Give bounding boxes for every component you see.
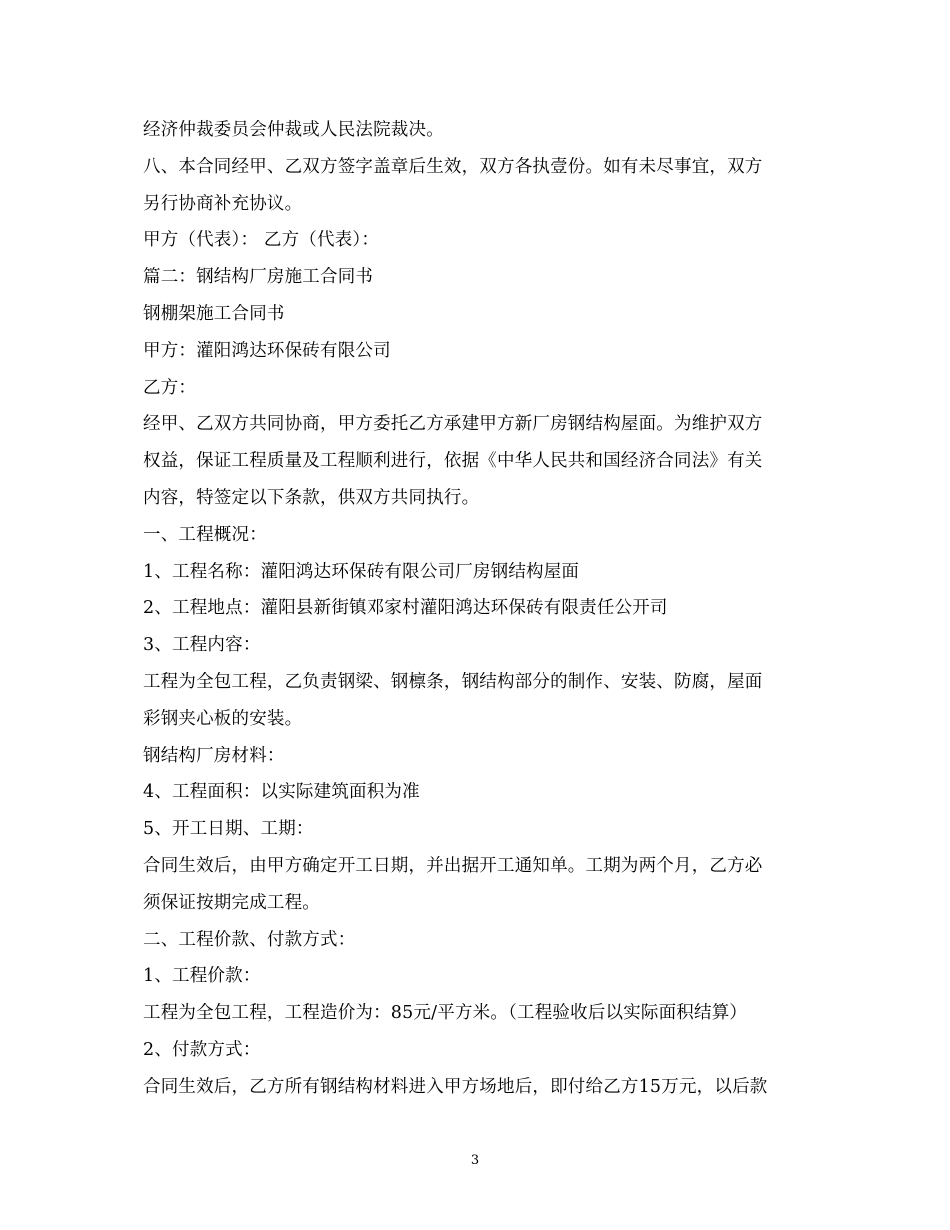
text-line: 权益，保证工程质量及工程顺利进行，依据《中华人民共和国经济合同法》有关 [143, 451, 763, 472]
party-b: 乙方： [143, 377, 197, 398]
text-line: 合同生效后，乙方所有钢结构材料进入甲方场地后，即付给乙方15万元，以后款 [143, 1076, 768, 1097]
text-line: 工程为全包工程，乙负责钢梁、钢檩条，钢结构部分的制作、安装、防腐，屋面 [143, 671, 763, 692]
text-line: 钢结构厂房材料： [143, 745, 285, 766]
document-body [143, 112, 807, 1106]
text-line: 工程为全包工程，工程造价为：85元/平方米。（工程验收后以实际面积结算） [143, 1003, 748, 1024]
text-line: 4、工程面积：以实际建筑面积为准 [143, 782, 420, 803]
party-a: 甲方：灌阳鸿达环保砖有限公司 [143, 340, 391, 361]
text-line: 内容，特签定以下条款，供双方共同执行。 [143, 487, 480, 508]
text-line: 合同生效后，由甲方确定开工日期，并出据开工通知单。工期为两个月，乙方必 [143, 855, 763, 876]
section-heading: 二、工程价款、付款方式： [143, 929, 356, 950]
text-line: 经济仲裁委员会仲裁或人民法院裁决。 [143, 120, 444, 140]
text-line: 5、开工日期、工期： [143, 819, 314, 840]
text-line: 彩钢夹心板的安装。 [143, 708, 303, 729]
text-line: 3、工程内容： [143, 635, 261, 656]
section-heading: 篇二：钢结构厂房施工合同书 [143, 267, 374, 288]
text-line: 2、付款方式： [143, 1039, 261, 1060]
text-line: 八、本合同经甲、乙双方签字盖章后生效，双方各执壹份。如有未尽事宜，双方 [143, 156, 763, 177]
text-line: 2、工程地点：灌阳县新街镇邓家村灌阳鸿达环保砖有限责任公开司 [143, 598, 668, 619]
text-line: 1、工程名称：灌阳鸿达环保砖有限公司厂房钢结构屋面 [143, 561, 580, 582]
page-number: 3 [470, 1153, 480, 1168]
text-line: 1、工程价款： [143, 966, 261, 987]
text-line: 须保证按期完成工程。 [143, 892, 320, 913]
text-line: 经甲、乙双方共同协商，甲方委托乙方承建甲方新厂房钢结构屋面。为维护双方 [143, 414, 763, 435]
text-line: 另行协商补充协议。 [143, 193, 303, 214]
section-heading: 一、工程概况： [143, 524, 267, 545]
contract-title: 钢棚架施工合同书 [143, 303, 285, 324]
text-line: 甲方（代表）： 乙方（代表）： [143, 230, 380, 251]
